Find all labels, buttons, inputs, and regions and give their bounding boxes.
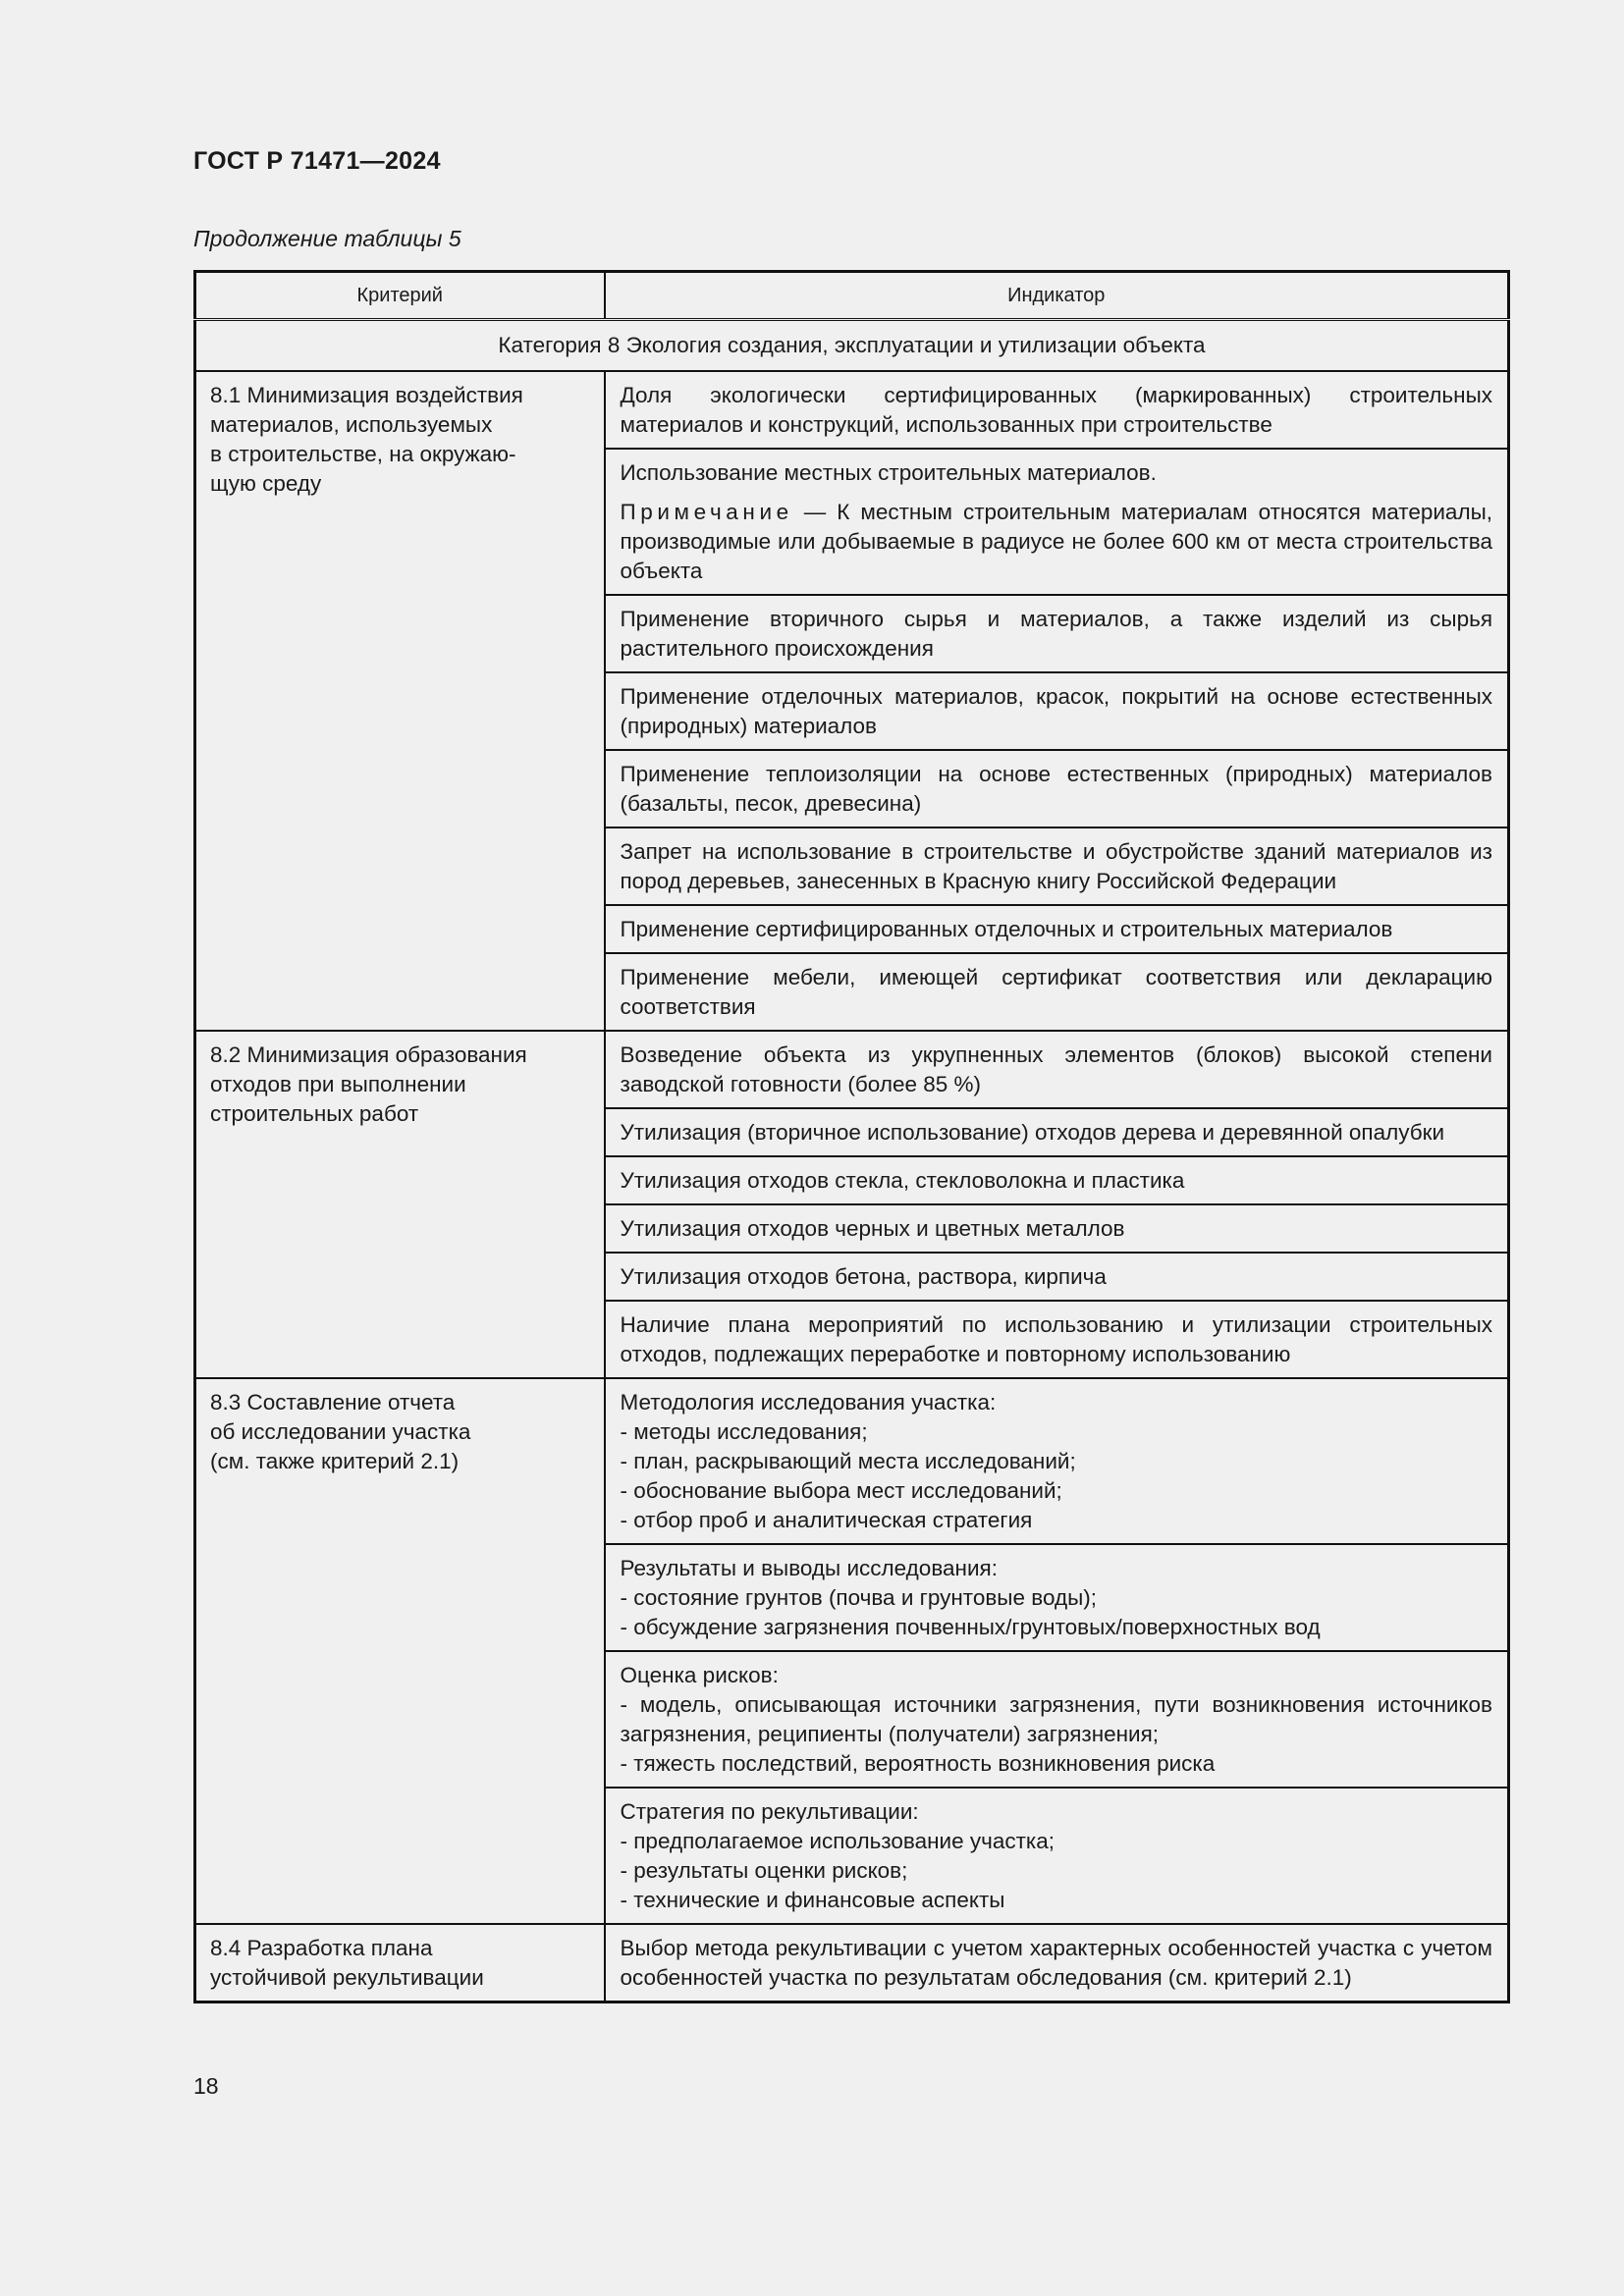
indicator-cell	[605, 1378, 1509, 1544]
list-item: - отбор проб и аналитическая стратегия	[621, 1506, 1493, 1535]
list-item: - модель, описывающая источники загрязнения, пути возникновения источников загрязнения, реципиенты (получатели) загрязнения;	[621, 1690, 1493, 1749]
list-item: - предполагаемое использование участка;	[621, 1827, 1493, 1856]
criterion-cell	[195, 371, 605, 1031]
indicator-text: Утилизация отходов бетона, раствора, кирпича	[620, 1264, 1107, 1289]
indicator-cell	[605, 1156, 1509, 1204]
indicator-cell	[605, 672, 1509, 750]
indicator-cell	[605, 1544, 1509, 1651]
criterion-label: 8.2 Минимизация образования отходов при выполнении строительных работ	[210, 1042, 527, 1126]
indicator-cell	[605, 1253, 1509, 1301]
indicator-text: Применение вторичного сырья и материалов, а также изделий из сырья растительного происхождения	[620, 607, 1492, 661]
note-label: Примечание	[620, 500, 793, 524]
list-item: - состояние грунтов (почва и грунтовые воды);	[621, 1583, 1493, 1613]
indicator-cell	[605, 905, 1509, 953]
indicator-cell	[605, 750, 1509, 828]
indicator-text: Наличие плана мероприятий по использованию и утилизации строительных отходов, подлежащих переработке и повторному использованию	[620, 1312, 1492, 1366]
indicator-cell	[605, 1108, 1509, 1156]
column-header-criterion: Критерий	[195, 272, 605, 320]
indicator-cell	[605, 828, 1509, 905]
criterion-cell	[195, 1924, 605, 2002]
indicator-text: Утилизация (вторичное использование) отходов дерева и деревянной опалубки	[620, 1120, 1445, 1145]
criterion-label: 8.4 Разработка плана устойчивой рекультивации	[210, 1936, 484, 1990]
indicator-text: Возведение объекта из укрупненных элементов (блоков) высокой степени заводской готовности (более 85 %)	[620, 1042, 1492, 1096]
indicator-cell	[605, 595, 1509, 672]
indicator-text: Применение отделочных материалов, красок, покрытий на основе естественных (природных) материалов	[620, 684, 1492, 738]
criterion-cell	[195, 1378, 605, 1924]
indicator-text: Запрет на использование в строительстве и обустройстве зданий материалов из пород деревьев, занесенных в Красную книгу Российской Федерации	[620, 839, 1492, 893]
indicator-cell	[605, 1031, 1509, 1108]
indicator-text: Выбор метода рекультивации с учетом характерных особенностей участка с учетом особенностей участка по результатам обследования (см. критерий 2.1)	[620, 1936, 1492, 1990]
indicator-cell	[605, 1651, 1509, 1788]
indicator-cell	[605, 371, 1509, 449]
indicator-text: Доля экологически сертифицированных (маркированных) строительных материалов и конструкций, использованных при строительстве	[620, 383, 1492, 437]
table-row	[195, 1924, 1509, 2002]
table-row	[195, 1378, 1509, 1544]
indicator-note	[621, 498, 1493, 586]
category-title: Категория 8 Экология создания, эксплуатации и утилизации объекта	[195, 320, 1509, 372]
indicator-cell	[605, 1301, 1509, 1378]
indicator-text: Использование местных строительных материалов.	[620, 460, 1157, 485]
table-row	[195, 371, 1509, 449]
table-header-row	[195, 272, 1509, 320]
list-item: - обсуждение загрязнения почвенных/грунтовых/поверхностных вод	[621, 1613, 1493, 1642]
criterion-cell	[195, 1031, 605, 1378]
column-header-indicator: Индикатор	[605, 272, 1509, 320]
indicator-cell	[605, 1788, 1509, 1924]
criterion-label: 8.3 Составление отчета об исследовании участка (см. также критерий 2.1)	[210, 1390, 471, 1473]
list-item: - тяжесть последствий, вероятность возникновения риска	[621, 1749, 1493, 1779]
indicator-text: Утилизация отходов черных и цветных металлов	[620, 1216, 1125, 1241]
note-text: — К местным строительным материалам относятся материалы, производимые или добываемые в радиусе не более 600 км от места строительства объекта	[620, 500, 1492, 583]
category-row	[195, 320, 1509, 372]
list-item: - результаты оценки рисков;	[621, 1856, 1493, 1886]
indicator-text: Утилизация отходов стекла, стекловолокна и пластика	[620, 1168, 1185, 1193]
criterion-label: 8.1 Минимизация воздействия материалов, используемых в строительстве, на окружаю- щую среду	[210, 383, 523, 496]
document-code: ГОСТ Р 71471—2024	[193, 147, 441, 175]
indicator-heading: Оценка рисков:	[620, 1663, 779, 1687]
criteria-table	[193, 270, 1510, 2003]
indicator-cell	[605, 1204, 1509, 1253]
indicator-heading: Стратегия по рекультивации:	[620, 1799, 919, 1824]
list-item: - обоснование выбора мест исследований;	[621, 1476, 1493, 1506]
indicator-cell	[605, 1924, 1509, 2002]
page-number: 18	[193, 2073, 219, 2099]
indicator-heading: Методология исследования участка:	[620, 1390, 997, 1415]
indicator-heading: Результаты и выводы исследования:	[620, 1556, 998, 1580]
table-continuation-caption: Продолжение таблицы 5	[193, 226, 461, 251]
indicator-cell	[605, 449, 1509, 595]
indicator-text: Применение сертифицированных отделочных и строительных материалов	[620, 917, 1393, 941]
list-item: - технические и финансовые аспекты	[621, 1886, 1493, 1915]
list-item: - методы исследования;	[621, 1417, 1493, 1447]
indicator-text: Применение теплоизоляции на основе естественных (природных) материалов (базальты, песок, древесина)	[620, 762, 1492, 816]
list-item: - план, раскрывающий места исследований;	[621, 1447, 1493, 1476]
table-row	[195, 1031, 1509, 1108]
indicator-cell	[605, 953, 1509, 1031]
indicator-text: Применение мебели, имеющей сертификат соответствия или декларацию соответствия	[620, 965, 1492, 1019]
